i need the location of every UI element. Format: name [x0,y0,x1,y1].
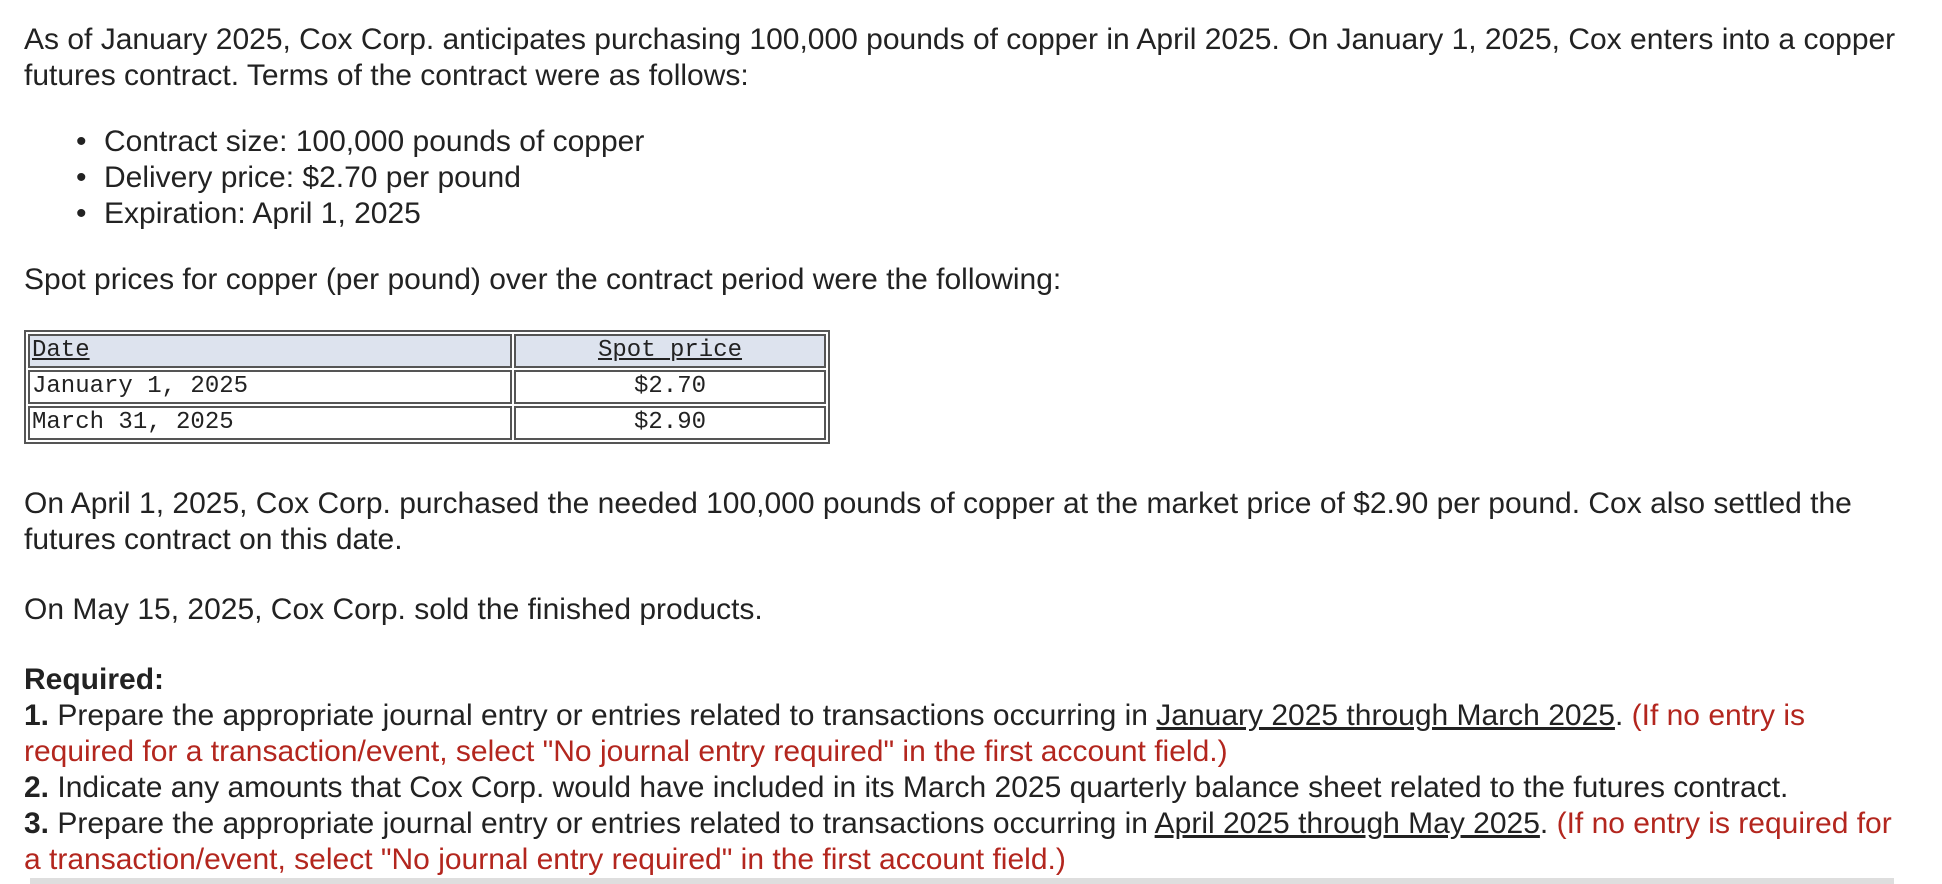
spot-price-column-header: Spot price [514,334,826,368]
requirement-note: (If no entry is required for a transaction/event, select "No journal entry required" in the first account field.) [24,699,1806,768]
row-spot-price: $2.70 [514,370,826,404]
requirement-text: Prepare the appropriate journal entry or entries related to transactions occurring in [49,807,1155,840]
problem-statement [24,22,1914,878]
spot-price-table [24,330,830,444]
table-header-row [28,334,826,368]
row-spot-price: $2.90 [514,406,826,440]
requirement-text-end: . [1539,807,1557,840]
row-date: January 1, 2025 [28,370,512,404]
requirement-number: 3. [24,807,50,840]
table-row [28,406,826,440]
requirement-number: 1. [24,699,50,732]
requirement-number: 2. [24,771,50,804]
table-row [28,370,826,404]
requirement-period: January 2025 through March 2025 [1156,699,1615,732]
intro-paragraph: As of January 2025, Cox Corp. anticipates purchasing 100,000 pounds of copper in April 2025. On January 1, 2025, Cox enters into a copper futures contract. Terms of the contract were as follows: [24,23,1896,92]
requirement-note: (If no entry is required for a transaction/event, select "No journal entry required" in the first account field.) [24,807,1892,876]
requirement-2 [24,770,1914,806]
purchase-paragraph: On April 1, 2025, Cox Corp. purchased the needed 100,000 pounds of copper at the market price of $2.90 per pound. Cox also settled the futures contract on this date. [24,487,1852,556]
requirement-text-end: . [1614,699,1632,732]
horizontal-scrollbar[interactable] [30,878,1894,884]
term-contract-size: • Contract size: 100,000 pounds of copper [104,124,1914,160]
requirement-3 [24,806,1914,878]
requirement-text: Prepare the appropriate journal entry or entries related to transactions occurring in [49,699,1157,732]
date-column-header: Date [28,334,512,368]
term-delivery-price: • Delivery price: $2.70 per pound [104,160,1914,196]
requirement-text: Indicate any amounts that Cox Corp. would have included in its March 2025 quarterly balance sheet related to the futures contract. [49,771,1789,804]
requirement-period: April 2025 through May 2025 [1154,807,1540,840]
row-date: March 31, 2025 [28,406,512,440]
requirement-1 [24,698,1914,770]
contract-terms-list [24,124,1914,232]
required-section [24,662,1914,878]
spot-prices-intro: Spot prices for copper (per pound) over the contract period were the following: [24,263,1062,296]
required-heading: Required: [24,663,165,696]
term-expiration: • Expiration: April 1, 2025 [104,196,1914,232]
sale-paragraph: On May 15, 2025, Cox Corp. sold the finished products. [24,593,763,626]
